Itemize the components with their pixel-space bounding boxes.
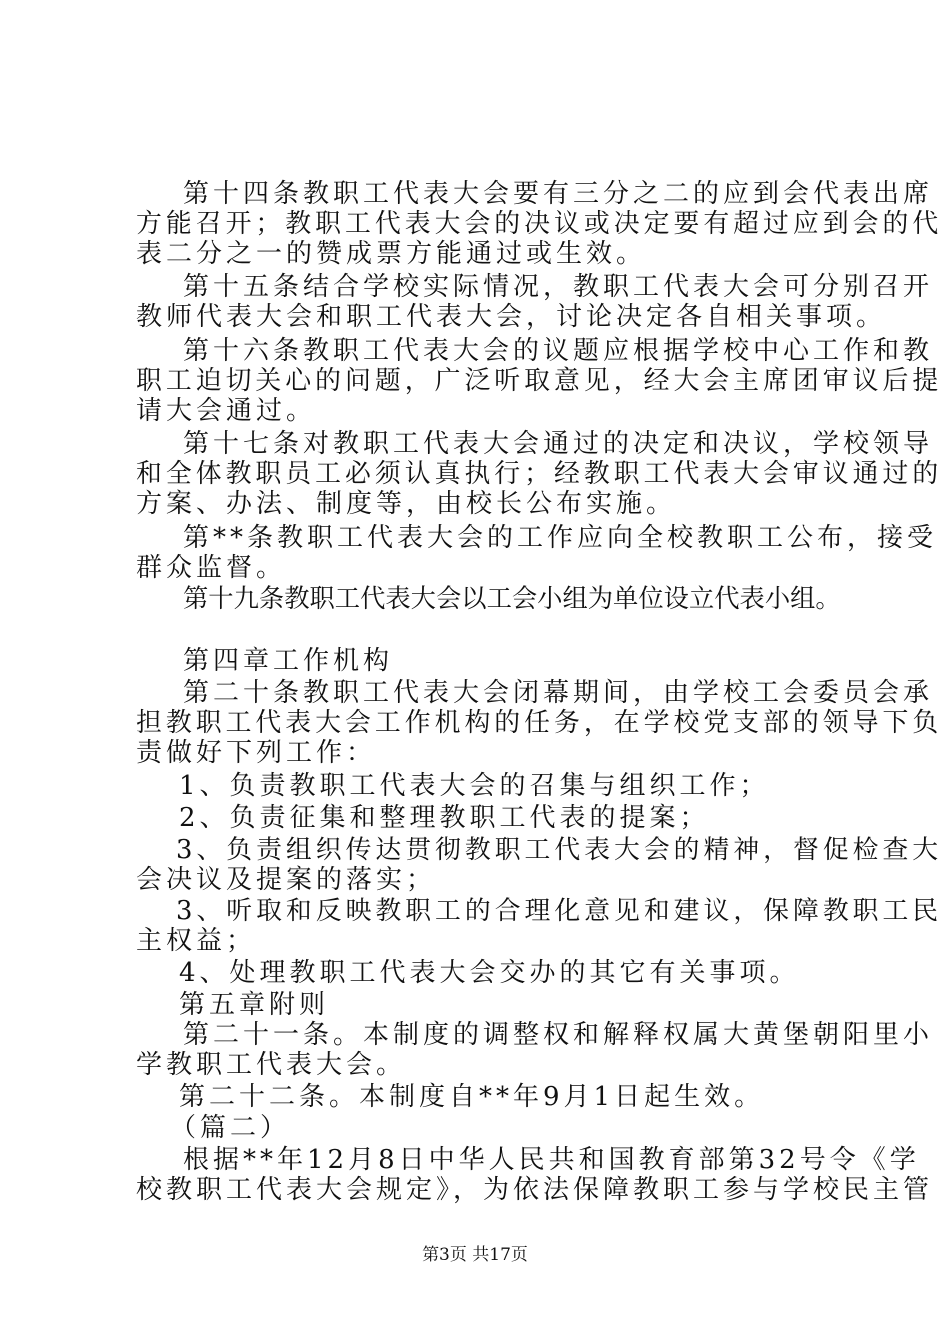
text-line: 第十七条对教职工代表大会通过的决定和决议，学校领导 [183, 429, 934, 460]
page-number: 第3页 共17页 [422, 1245, 528, 1265]
text-line: 责做好下列工作： [136, 737, 377, 768]
text-line: 职工迫切关心的问题，广泛听取意见，经大会主席团审议后提 [136, 365, 943, 396]
text-line: 第二十一条。本制度的调整权和解释权属大黄堡朝阳里小 [183, 1019, 934, 1050]
chapter-heading: 第五章附则 [179, 989, 330, 1020]
text-line: 方能召开；教职工代表大会的决议或决定要有超过应到会的代 [136, 209, 943, 240]
text-line: 第二十二条。本制度自**年9月1日起生效。 [179, 1081, 765, 1112]
list-item: 3、听取和反映教职工的合理化意见和建议，保障教职工民 [176, 896, 943, 927]
text-line: 第二十条教职工代表大会闭幕期间，由学校工会委员会承 [183, 677, 934, 708]
text-line: 根据**年12月8日中华人民共和国教育部第32号令《学 [183, 1144, 920, 1175]
text-line: 第十五条结合学校实际情况，教职工代表大会可分别召开 [183, 272, 934, 303]
text-line: 第十四条教职工代表大会要有三分之二的应到会代表出席 [183, 179, 934, 209]
text-line: 群众监督。 [136, 552, 287, 583]
list-item: 1、负责教职工代表大会的召集与组织工作； [179, 771, 770, 802]
text-line: 校教职工代表大会规定》，为依法保障教职工参与学校民主管 [136, 1175, 934, 1205]
text-line: 和全体教职员工必须认真执行；经教职工代表大会审议通过的 [136, 459, 943, 490]
text-line: 担教职工代表大会工作机构的任务，在学校党支部的领导下负 [136, 707, 943, 738]
text-line: 第**条教职工代表大会的工作应向全校教职工公布，接受 [183, 522, 938, 553]
section-heading: （篇二） [170, 1113, 291, 1144]
list-item: 2、负责征集和整理教职工代表的提案； [179, 802, 710, 833]
text-line: 会决议及提案的落实； [136, 864, 437, 895]
text-line: 第十九条教职工代表大会以工会小组为单位设立代表小组。 [183, 584, 841, 614]
text-line: 方案、办法、制度等，由校长公布实施。 [136, 489, 677, 520]
list-item: 3、负责组织传达贯彻教职工代表大会的精神，督促检查大 [176, 834, 943, 865]
text-line: 第十六条教职工代表大会的议题应根据学校中心工作和教 [183, 335, 934, 366]
text-line: 表二分之一的赞成票方能通过或生效。 [136, 239, 647, 270]
chapter-heading: 第四章工作机构 [183, 646, 394, 677]
text-line: 教师代表大会和职工代表大会，讨论决定各自相关事项。 [136, 302, 887, 333]
text-line: 学教职工代表大会。 [136, 1049, 407, 1080]
text-line: 请大会通过。 [136, 395, 317, 426]
text-line: 主权益； [136, 926, 257, 957]
list-item: 4、处理教职工代表大会交办的其它有关事项。 [179, 958, 800, 989]
